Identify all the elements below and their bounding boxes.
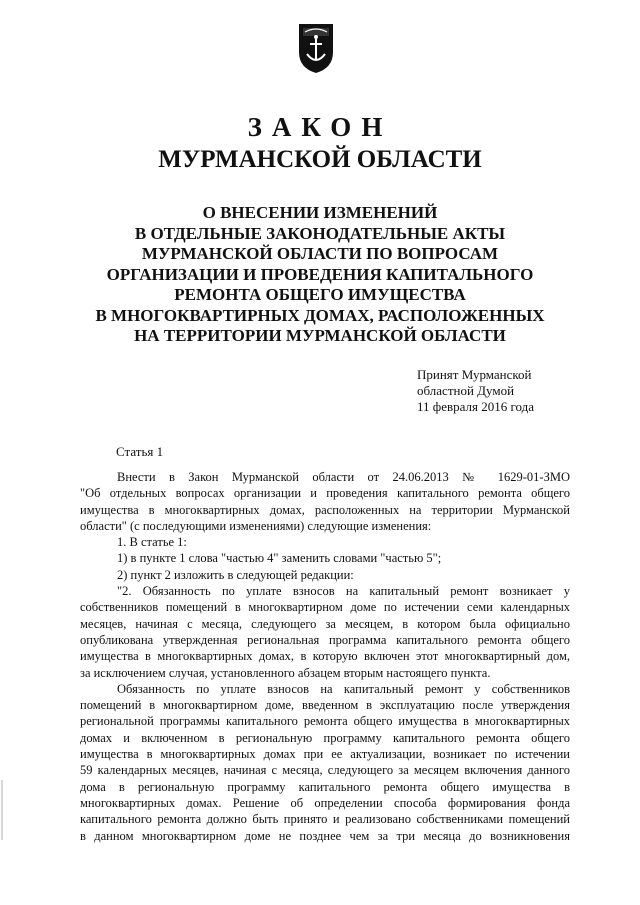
- body-line: "Об отдельных вопросах организации и проведения капитального ремонта общего: [80, 486, 570, 501]
- law-heading: ЗАКОН: [247, 112, 393, 142]
- adoption-line: областной Думой: [417, 383, 515, 398]
- law-title: [60, 203, 580, 347]
- adoption-date: 11 февраля 2016 года: [417, 399, 534, 414]
- body-line: дома в региональную программу капитального ремонта общего имущества в: [80, 779, 570, 794]
- scan-edge-mark: [1, 780, 3, 840]
- body-line: Обязанность по уплате взносов на капитальный ремонт у собственников: [117, 681, 570, 696]
- body-line: области" (с последующими изменениями) следующие изменения:: [80, 518, 432, 533]
- body-line: помещений в многоквартирном доме, введенном в эксплуатацию после утверждения: [80, 698, 570, 713]
- title-line: О ВНЕСЕНИИ ИЗМЕНЕНИЙ: [202, 203, 438, 222]
- body-line: многоквартирных домах. Решение об определении способа формирования фонда: [80, 795, 570, 810]
- body-line: "2. Обязанность по уплате взносов на капитальный ремонт возникает у: [117, 584, 570, 599]
- body-line: имущества в многоквартирных домах, в которую включен этот многоквартирный дом,: [80, 649, 570, 664]
- body-line: собственников помещений в многоквартирном доме по истечении семи календарных: [80, 600, 570, 615]
- title-line: ОРГАНИЗАЦИИ И ПРОВЕДЕНИЯ КАПИТАЛЬНОГО: [106, 264, 534, 284]
- adoption-line: Принят Мурманской: [417, 367, 532, 382]
- title-line: В ОТДЕЛЬНЫЕ ЗАКОНОДАТЕЛЬНЫЕ АКТЫ: [134, 223, 506, 243]
- adoption-note: [417, 367, 534, 415]
- body-line: за исключением случая, установленного абзацем вторым настоящего пункта.: [80, 665, 491, 680]
- body-line: имущества в многоквартирных домах, расположенных на территории Мурманской: [80, 502, 570, 517]
- body-line: домах и включенном в региональную программу капитального ремонта общего: [80, 730, 570, 745]
- body-line: 59 календарных месяцев, начиная с месяца, следующего за месяцем включения данного: [80, 763, 570, 778]
- body-line: имущества в многоквартирных домах при ее актуализации, возникает по истечении: [80, 747, 570, 762]
- body-line: 2) пункт 2 изложить в следующей редакции:: [117, 567, 354, 582]
- body-line: капитального ремонта должно быть принято и реализовано собственниками помещений: [80, 812, 570, 827]
- body-line: месяцев, начиная с месяца, следующего за месяцем, в котором была официально: [80, 616, 570, 631]
- body-line: 1. В статье 1:: [117, 535, 187, 550]
- murmansk-coat-of-arms-icon: [297, 22, 335, 74]
- law-body: [80, 469, 570, 844]
- body-line: в данном многоквартирном доме не позднее чем за три месяца до возникновения: [80, 828, 570, 843]
- body-line: опубликована утвержденная региональная программа капитального ремонта общего: [80, 632, 570, 647]
- title-line: МУРМАНСКОЙ ОБЛАСТИ ПО ВОПРОСАМ: [141, 244, 499, 263]
- title-line: РЕМОНТА ОБЩЕГО ИМУЩЕСТВА: [174, 285, 466, 304]
- body-line: региональной программы капитального ремонта общего имущества в многоквартирных: [80, 714, 570, 729]
- article-heading: Статья 1: [116, 444, 164, 459]
- region-heading: МУРМАНСКОЙ ОБЛАСТИ: [158, 146, 482, 173]
- body-line: Внести в Закон Мурманской области от 24.06.2013 № 1629-01-ЗМО: [117, 470, 570, 484]
- title-line: НА ТЕРРИТОРИИ МУРМАНСКОЙ ОБЛАСТИ: [134, 326, 506, 345]
- body-line: 1) в пункте 1 слова "частью 4" заменить словами "частью 5";: [117, 551, 442, 566]
- title-line: В МНОГОКВАРТИРНЫХ ДОМАХ, РАСПОЛОЖЕННЫХ: [95, 305, 545, 325]
